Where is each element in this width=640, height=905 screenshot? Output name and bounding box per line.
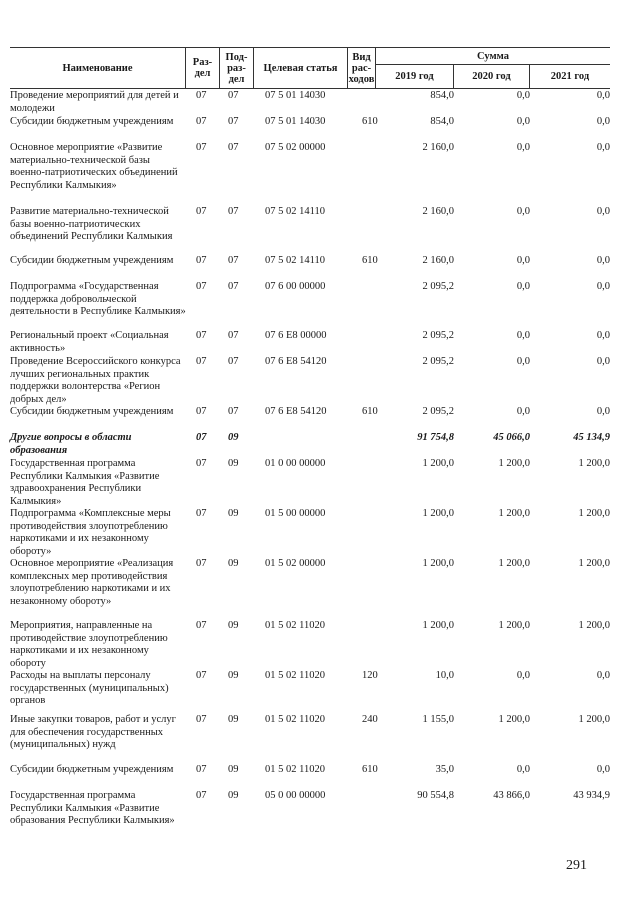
row-value-2020: 43 866,0	[493, 790, 530, 801]
row-podrazdel: 09	[228, 620, 239, 631]
row-tselevaya: 01 0 00 00000	[265, 458, 326, 469]
row-podrazdel: 07	[228, 90, 239, 101]
row-name: Подпрограмма «Государственная поддержка добровольческой деятельности в Республике Калмыкия»	[10, 281, 186, 317]
row-name: Другие вопросы в области образования	[10, 432, 132, 456]
table-row	[10, 620, 610, 670]
row-value-2019: 1 200,0	[422, 458, 454, 469]
row-tselevaya: 07 5 02 00000	[265, 142, 326, 153]
row-podrazdel: 07	[228, 330, 239, 341]
row-value-2019: 854,0	[430, 116, 454, 127]
row-value-2021: 1 200,0	[578, 458, 610, 469]
row-value-2020: 1 200,0	[498, 714, 530, 725]
row-value-2021: 0,0	[596, 281, 610, 292]
row-value-2019: 854,0	[430, 90, 454, 101]
row-value-2021: 1 200,0	[578, 558, 610, 569]
row-value-2019: 1 200,0	[422, 508, 454, 519]
row-vid: 610	[362, 255, 378, 266]
row-value-2019: 91 754,8	[417, 432, 454, 443]
row-value-2020: 1 200,0	[498, 620, 530, 631]
row-podrazdel: 09	[228, 458, 239, 469]
row-razdel: 07	[196, 142, 207, 153]
table-row	[10, 432, 610, 458]
row-name: Государственная программа Республики Калмыкия «Развитие здравоохранения Республики Калмыкия»	[10, 458, 160, 507]
row-razdel: 07	[196, 790, 207, 801]
table-row	[10, 558, 610, 620]
row-name: Расходы на выплаты персоналу государственных (муниципальных) органов	[10, 670, 169, 706]
row-tselevaya: 07 6 Е8 54120	[265, 356, 327, 367]
row-podrazdel: 09	[228, 432, 239, 443]
row-value-2020: 0,0	[516, 116, 530, 127]
row-value-2021: 0,0	[596, 356, 610, 367]
row-value-2019: 2 095,2	[422, 356, 454, 367]
row-razdel: 07	[196, 255, 207, 266]
row-value-2021: 45 134,9	[573, 432, 610, 443]
header-podrazdel: Под-раз-дел	[220, 48, 254, 88]
row-podrazdel: 09	[228, 670, 239, 681]
row-value-2019: 90 554,8	[417, 790, 454, 801]
row-value-2020: 1 200,0	[498, 558, 530, 569]
row-tselevaya: 07 6 Е8 00000	[265, 330, 327, 341]
row-name: Региональный проект «Социальная активность»	[10, 330, 169, 354]
row-value-2021: 43 934,9	[573, 790, 610, 801]
table-row	[10, 330, 610, 356]
row-value-2021: 0,0	[596, 406, 610, 417]
row-podrazdel: 09	[228, 790, 239, 801]
row-value-2019: 1 200,0	[422, 620, 454, 631]
table-row	[10, 764, 610, 790]
row-value-2019: 1 155,0	[422, 714, 454, 725]
row-name: Проведение мероприятий для детей и молодежи	[10, 90, 179, 114]
row-value-2021: 0,0	[596, 330, 610, 341]
row-name: Подпрограмма «Комплексные меры противодействия злоупотреблению наркотиками и их незаконному обороту»	[10, 508, 171, 557]
header-vid: Вид рас-ходов	[348, 48, 376, 88]
row-razdel: 07	[196, 764, 207, 775]
table-row	[10, 255, 610, 281]
row-razdel: 07	[196, 206, 207, 217]
row-value-2021: 1 200,0	[578, 508, 610, 519]
row-podrazdel: 09	[228, 764, 239, 775]
row-value-2021: 1 200,0	[578, 620, 610, 631]
row-tselevaya: 07 6 00 00000	[265, 281, 326, 292]
row-razdel: 07	[196, 458, 207, 469]
row-value-2020: 1 200,0	[498, 458, 530, 469]
row-tselevaya: 07 5 01 14030	[265, 116, 326, 127]
row-name: Развитие материально-технической базы военно-патриотических объединений Республики Калмыкия	[10, 206, 173, 242]
table-row	[10, 206, 610, 255]
row-tselevaya: 01 5 00 00000	[265, 508, 326, 519]
row-vid: 610	[362, 406, 378, 417]
row-razdel: 07	[196, 558, 207, 569]
row-value-2019: 2 160,0	[422, 255, 454, 266]
table-row	[10, 790, 610, 840]
row-podrazdel: 09	[228, 714, 239, 725]
table-row	[10, 116, 610, 142]
row-razdel: 07	[196, 406, 207, 417]
table-row	[10, 508, 610, 558]
row-value-2020: 0,0	[516, 142, 530, 153]
row-podrazdel: 07	[228, 255, 239, 266]
row-value-2020: 0,0	[516, 406, 530, 417]
row-value-2020: 0,0	[516, 206, 530, 217]
table-row	[10, 90, 610, 116]
row-value-2021: 0,0	[596, 90, 610, 101]
header-year-2020: 2020 год	[454, 64, 530, 88]
row-tselevaya: 01 5 02 11020	[265, 764, 325, 775]
row-name: Основное мероприятие «Реализация комплексных мер противодействия злоупотреблению наркотиками и их незаконному обороту»	[10, 558, 174, 607]
row-razdel: 07	[196, 356, 207, 367]
row-podrazdel: 09	[228, 558, 239, 569]
row-razdel: 07	[196, 90, 207, 101]
row-value-2020: 1 200,0	[498, 508, 530, 519]
row-name: Проведение Всероссийского конкурса лучших региональных практик поддержки волонтерства «Регион добрых дел»	[10, 356, 181, 405]
row-tselevaya: 05 0 00 00000	[265, 790, 326, 801]
row-value-2020: 0,0	[516, 255, 530, 266]
header-year-2019: 2019 год	[376, 64, 454, 88]
row-razdel: 07	[196, 714, 207, 725]
row-podrazdel: 07	[228, 142, 239, 153]
row-razdel: 07	[196, 281, 207, 292]
row-value-2021: 0,0	[596, 764, 610, 775]
header-razdel: Раз-дел	[186, 48, 220, 88]
row-razdel: 07	[196, 116, 207, 127]
row-value-2020: 0,0	[516, 764, 530, 775]
row-name: Субсидии бюджетным учреждениям	[10, 116, 174, 127]
row-razdel: 07	[196, 508, 207, 519]
table-row	[10, 406, 610, 432]
row-value-2019: 1 200,0	[422, 558, 454, 569]
row-tselevaya: 07 5 02 14110	[265, 255, 325, 266]
row-razdel: 07	[196, 330, 207, 341]
row-razdel: 07	[196, 432, 207, 443]
row-value-2019: 10,0	[435, 670, 454, 681]
row-name: Субсидии бюджетным учреждениям	[10, 255, 174, 266]
row-value-2019: 2 160,0	[422, 206, 454, 217]
row-value-2020: 0,0	[516, 330, 530, 341]
row-vid: 610	[362, 116, 378, 127]
row-value-2021: 0,0	[596, 142, 610, 153]
header-summa: Сумма	[376, 48, 610, 65]
row-tselevaya: 07 6 Е8 54120	[265, 406, 327, 417]
row-value-2019: 2 095,2	[422, 330, 454, 341]
row-vid: 610	[362, 764, 378, 775]
row-value-2021: 1 200,0	[578, 714, 610, 725]
table-row	[10, 142, 610, 206]
row-podrazdel: 07	[228, 281, 239, 292]
table-body	[10, 90, 610, 840]
row-value-2021: 0,0	[596, 206, 610, 217]
row-tselevaya: 07 5 02 14110	[265, 206, 325, 217]
table-row	[10, 714, 610, 764]
page-number: 291	[566, 858, 587, 873]
row-vid: 120	[362, 670, 378, 681]
header-name: Наименование	[10, 48, 186, 88]
row-razdel: 07	[196, 620, 207, 631]
row-name: Основное мероприятие «Развитие материально-технической базы военно-патриотических объединений Республики Калмыкия»	[10, 142, 178, 191]
row-value-2019: 2 095,2	[422, 406, 454, 417]
row-value-2021: 0,0	[596, 255, 610, 266]
row-value-2020: 45 066,0	[493, 432, 530, 443]
table-header	[10, 47, 610, 89]
row-value-2020: 0,0	[516, 281, 530, 292]
header-tselevaya: Целевая статья	[254, 48, 348, 88]
table-row	[10, 458, 610, 508]
row-value-2021: 0,0	[596, 116, 610, 127]
row-value-2021: 0,0	[596, 670, 610, 681]
document-page	[10, 0, 610, 905]
row-tselevaya: 01 5 02 11020	[265, 670, 325, 681]
row-name: Субсидии бюджетным учреждениям	[10, 406, 174, 417]
row-tselevaya: 01 5 02 11020	[265, 620, 325, 631]
row-podrazdel: 09	[228, 508, 239, 519]
row-tselevaya: 01 5 02 11020	[265, 714, 325, 725]
row-value-2020: 0,0	[516, 90, 530, 101]
row-name: Субсидии бюджетным учреждениям	[10, 764, 174, 775]
row-value-2019: 2 095,2	[422, 281, 454, 292]
row-name: Иные закупки товаров, работ и услуг для обеспечения государственных (муниципальных) нужд	[10, 714, 176, 750]
row-vid: 240	[362, 714, 378, 725]
table-row	[10, 670, 610, 714]
row-podrazdel: 07	[228, 206, 239, 217]
row-value-2020: 0,0	[516, 670, 530, 681]
row-value-2019: 2 160,0	[422, 142, 454, 153]
row-podrazdel: 07	[228, 356, 239, 367]
row-podrazdel: 07	[228, 406, 239, 417]
row-podrazdel: 07	[228, 116, 239, 127]
table-row	[10, 281, 610, 330]
row-name: Государственная программа Республики Калмыкия «Развитие образования Республики Калмыкия»	[10, 790, 175, 826]
row-tselevaya: 07 5 01 14030	[265, 90, 326, 101]
row-name: Мероприятия, направленные на противодействие злоупотреблению наркотиками и их незаконному обороту	[10, 620, 168, 669]
header-year-2021: 2021 год	[550, 70, 590, 82]
row-value-2020: 0,0	[516, 356, 530, 367]
row-razdel: 07	[196, 670, 207, 681]
row-value-2019: 35,0	[435, 764, 454, 775]
row-tselevaya: 01 5 02 00000	[265, 558, 326, 569]
table-row	[10, 356, 610, 406]
